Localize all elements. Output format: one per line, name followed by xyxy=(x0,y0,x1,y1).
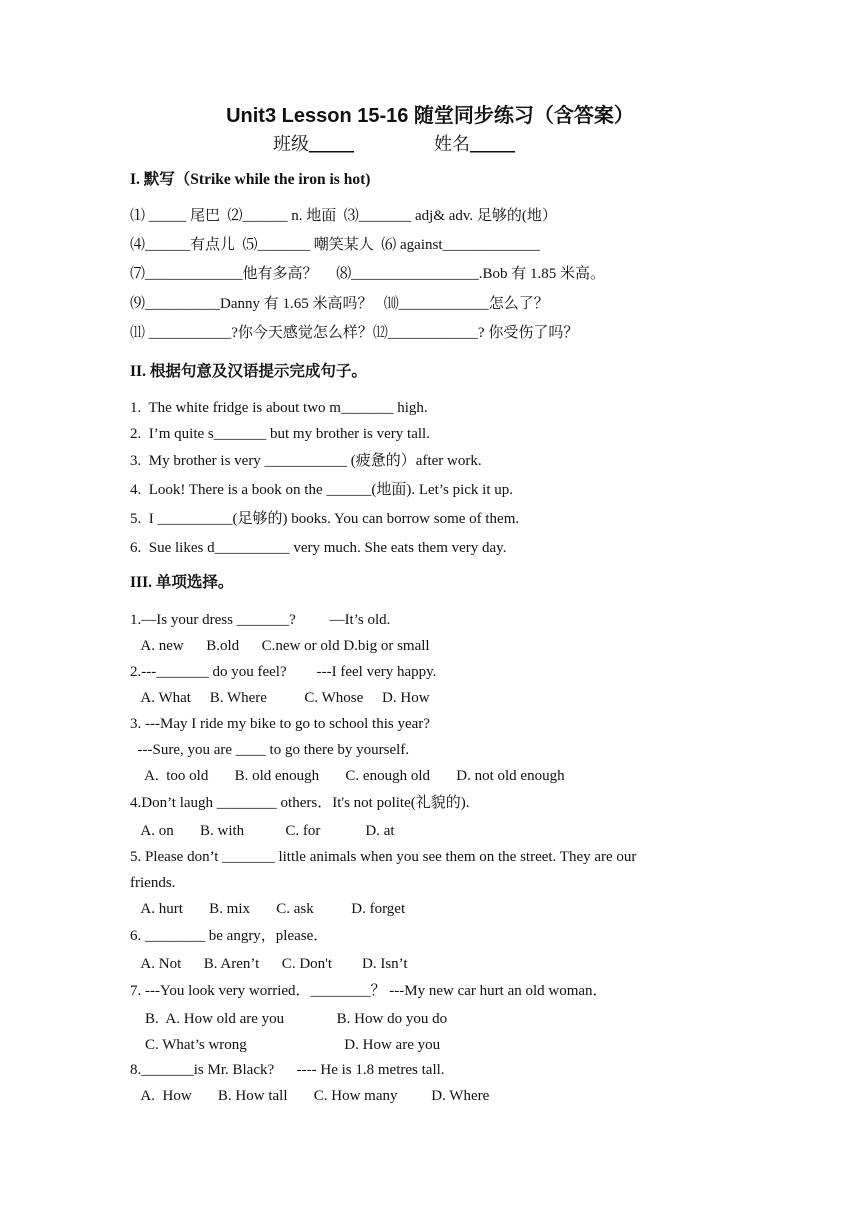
section1-heading: I. 默写（Strike while the iron is hot) xyxy=(130,171,371,188)
section3-line: 1.—Is your dress _______? —It’s old. xyxy=(130,612,391,628)
section3-line: ---Sure, you are ____ to go there by yourself. xyxy=(130,742,410,758)
page-title: Unit3 Lesson 15-16 随堂同步练习（含答案） xyxy=(226,105,634,127)
name-label-text: 姓名 xyxy=(434,134,470,154)
section3-line: A. on B. with C. for D. at xyxy=(130,823,395,839)
class-label-text: 班级 xyxy=(273,134,309,154)
section3-line: A. How B. How tall C. How many D. Where xyxy=(130,1088,490,1104)
section3-line: friends. xyxy=(130,875,176,891)
section3-line: A. Not B. Aren’t C. Don't D. Isn’t xyxy=(130,956,408,972)
section2-line: 1. The white fridge is about two m_______ high. xyxy=(130,400,428,416)
section2-line: 5. I __________(足够的) books. You can borrow some of them. xyxy=(130,511,520,527)
section1-line: ⑺_____________他有多高？ ⑻_________________.Bob 有 1.85 米高。 xyxy=(130,266,606,282)
section1-line: ⑼__________Danny 有 1.65 米高吗？ ⑽____________怎么了？ xyxy=(130,296,549,312)
section3-line: A. hurt B. mix C. ask D. forget xyxy=(130,901,406,917)
section3-line: 8._______is Mr. Black? ---- He is 1.8 metres tall. xyxy=(130,1062,445,1078)
name-blank: _____ xyxy=(470,134,515,154)
class-blank: _____ xyxy=(309,134,354,154)
section2-heading: II. 根据句意及汉语提示完成句子。 xyxy=(130,363,367,380)
section3-line: 7. ---You look very worried．________？ ---My new car hurt an old woman． xyxy=(130,983,608,999)
section3-heading: III. 单项选择。 xyxy=(130,574,234,591)
section3-line: B. A. How old are you B. How do you do xyxy=(130,1011,448,1027)
section2-line: 3. My brother is very ___________ (疲惫的）after work. xyxy=(130,453,482,469)
class-label xyxy=(273,134,354,154)
section2-line: 6. Sue likes d__________ very much. She eats them very day. xyxy=(130,540,507,556)
section1-line: ⑴ _____ 尾巴 ⑵______ n. 地面 ⑶_______ adj& adv. 足够的(地） xyxy=(130,208,557,224)
section3-line: A. new B.old C.new or old D.big or small xyxy=(130,638,430,654)
section3-line: 3. ---May I ride my bike to go to school this year? xyxy=(130,716,430,732)
section3-line: A. What B. Where C. Whose D. How xyxy=(130,690,430,706)
section1-line: ⑷______有点儿 ⑸_______ 嘲笑某人 ⑹ against_____________ xyxy=(130,237,540,253)
section3-line: 5. Please don’t _______ little animals when you see them on the street. They are our xyxy=(130,849,637,865)
section3-line: C. What’s wrong D. How are you xyxy=(130,1037,441,1053)
section1-line: ⑾ ___________?你今天感觉怎么样？⑿____________? 你受伤了吗？ xyxy=(130,325,579,341)
name-label xyxy=(434,134,515,154)
section3-line: 2.---_______ do you feel? ---I feel very happy. xyxy=(130,664,437,680)
section2-line: 2. I’m quite s_______ but my brother is very tall. xyxy=(130,426,430,442)
section3-line: A. too old B. old enough C. enough old D. not old enough xyxy=(130,768,565,784)
section3-line: 6. ________ be angry，please． xyxy=(130,928,329,944)
section3-line: 4.Don’t laugh ________ others．It's not polite(礼貌的). xyxy=(130,795,470,811)
section2-line: 4. Look! There is a book on the ______(地面). Let’s pick it up. xyxy=(130,482,513,498)
